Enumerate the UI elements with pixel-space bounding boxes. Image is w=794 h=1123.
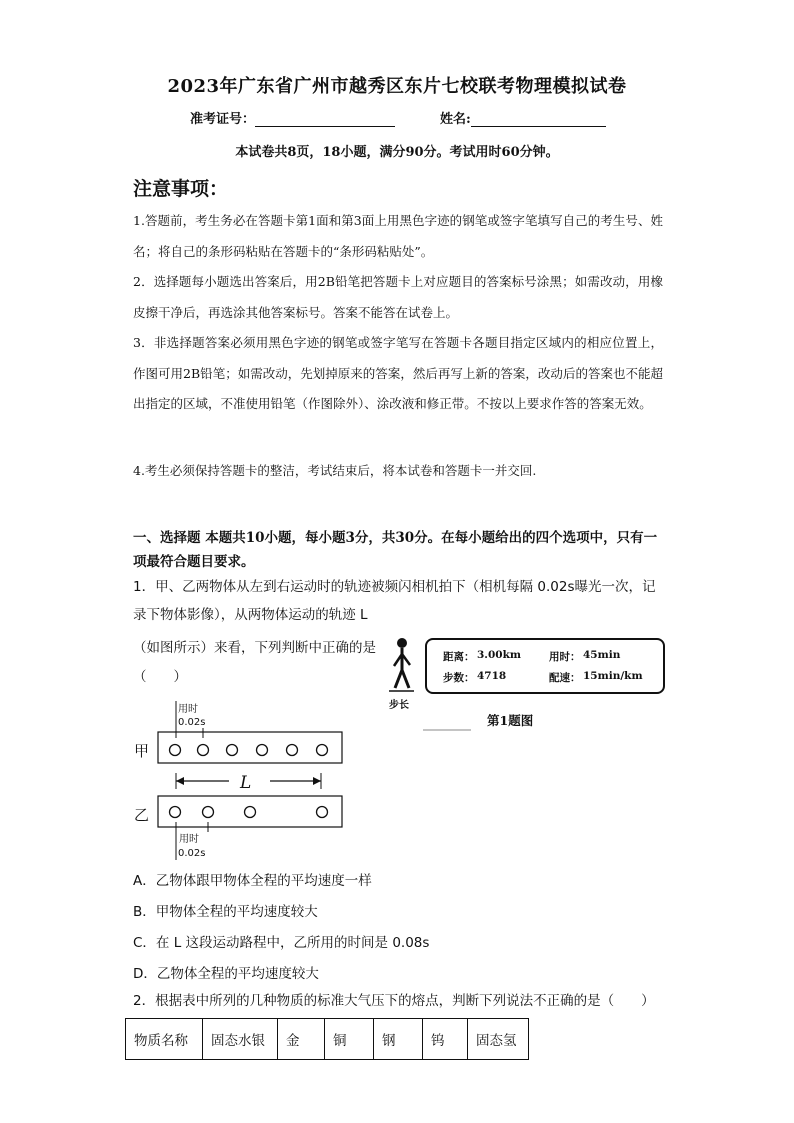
row-label-yi: 乙 (134, 806, 150, 824)
distance-L-label: L (240, 773, 252, 793)
option-a: A．乙物体跟甲物体全程的平均速度一样 (133, 873, 372, 889)
name-blank (471, 112, 606, 127)
position-dot (170, 807, 181, 818)
question-1-line: 录下物体影像），从两物体运动的轨迹 L (133, 607, 368, 623)
time-label-bottom: 用时 (179, 834, 199, 845)
position-dot (198, 745, 209, 756)
figure-caption: 第1题图 (487, 713, 534, 728)
notice-title: 注意事项： (133, 178, 229, 200)
exercise-stats-card (425, 638, 665, 694)
option-c: C．在 L 这段运动路程中，乙所用的时间是 0.08s (133, 935, 430, 951)
pace-label: 配速： (549, 672, 581, 684)
page-title: 2023年广东省广州市越秀区东片七校联考物理模拟试卷 (167, 76, 627, 97)
position-dot (257, 745, 268, 756)
table-row (126, 1019, 529, 1060)
section-heading: 一、选择题 本题共10小题，每小题3分，共30分。在每小题给出的四个选项中，只有一项最符合题目要求。 (133, 530, 658, 570)
name-field (440, 108, 606, 127)
table-header-cell: 金 (278, 1019, 325, 1060)
steps-value: 4718 (477, 670, 507, 682)
time-value-top: 0.02s (178, 717, 206, 728)
card-underline (423, 728, 473, 732)
table-header-cell: 铜 (325, 1019, 374, 1060)
question-2-text: 2．根据表中所列的几种物质的标准大气压下的熔点，判断下列说法不正确的是（ ） (133, 993, 655, 1009)
table-header-cell: 固态氢 (468, 1019, 529, 1060)
exam-number-field (190, 108, 395, 127)
position-dot (317, 745, 328, 756)
name-label: 姓名: (440, 112, 471, 127)
position-dot (287, 745, 298, 756)
walker-label: 步长 (389, 700, 409, 711)
distance-label: 距离： (443, 651, 475, 663)
exam-number-blank (255, 112, 395, 127)
notice-item: 1.答题前，考生务必在答题卡第1面和第3面上用黑色字迹的钢笔或签字笔填写自己的考生号、姓名；将自己的条形码粘贴在答题卡的“条形码粘贴处”。 (133, 213, 663, 259)
track-jia (158, 732, 342, 763)
position-dot (227, 745, 238, 756)
walker-figure (386, 636, 416, 698)
distance-value: 3.00km (477, 649, 521, 661)
option-d: D．乙物体全程的平均速度较大 (133, 966, 319, 982)
table-header-cell: 钨 (423, 1019, 468, 1060)
exam-number-label: 准考证号： (190, 112, 256, 127)
question-1-line: （如图所示）来看，下列判断中正确的是 (133, 640, 376, 656)
question-1-line: 1．甲、乙两物体从左到右运动时的轨迹被频闪相机拍下（相机每隔 0.02s曝光一次，记 (133, 579, 656, 595)
notice-item: 2．选择题每小题选出答案后，用2B铅笔把答题卡上对应题目的答案标号涂黑；如需改动，用橡皮擦干净后，再选涂其他答案标号。答案不能答在试卷上。 (133, 274, 663, 320)
table-header-cell: 固态水银 (203, 1019, 278, 1060)
question-1-answer-paren: （ ） (133, 669, 187, 685)
time-label: 用时： (549, 651, 581, 663)
exam-info: 本试卷共8页，18小题，满分90分。考试用时60分钟。 (235, 145, 559, 160)
track-yi (158, 796, 342, 827)
notice-item: 4.考生必须保持答题卡的整洁，考试结束后，将本试卷和答题卡一并交回. (133, 463, 537, 478)
pace-value: 15min/km (583, 670, 643, 682)
time-value: 45min (583, 649, 621, 661)
option-b: B．甲物体全程的平均速度较大 (133, 904, 318, 920)
steps-label: 步数： (443, 672, 475, 684)
table-header-cell: 物质名称 (126, 1019, 203, 1060)
position-dot (203, 807, 214, 818)
position-dot (245, 807, 256, 818)
row-label-jia: 甲 (134, 742, 150, 760)
strobe-figure (132, 698, 352, 863)
time-value-bottom: 0.02s (178, 848, 206, 859)
time-label-top: 用时 (178, 704, 198, 715)
melting-point-table (125, 1018, 529, 1060)
table-header-cell: 钢 (374, 1019, 423, 1060)
position-dot (317, 807, 328, 818)
notice-item: 3．非选择题答案必须用黑色字迹的钢笔或签字笔写在答题卡各题目指定区域内的相应位置上，作图可用2B铅笔；如需改动，先划掉原来的答案，然后再写上新的答案，改动后的答案也不能超出指定的区域，不准使用铅笔（作图除外）、涂改液和修正带。不按以上要求作答的答案无效。 (133, 335, 663, 411)
position-dot (170, 745, 181, 756)
